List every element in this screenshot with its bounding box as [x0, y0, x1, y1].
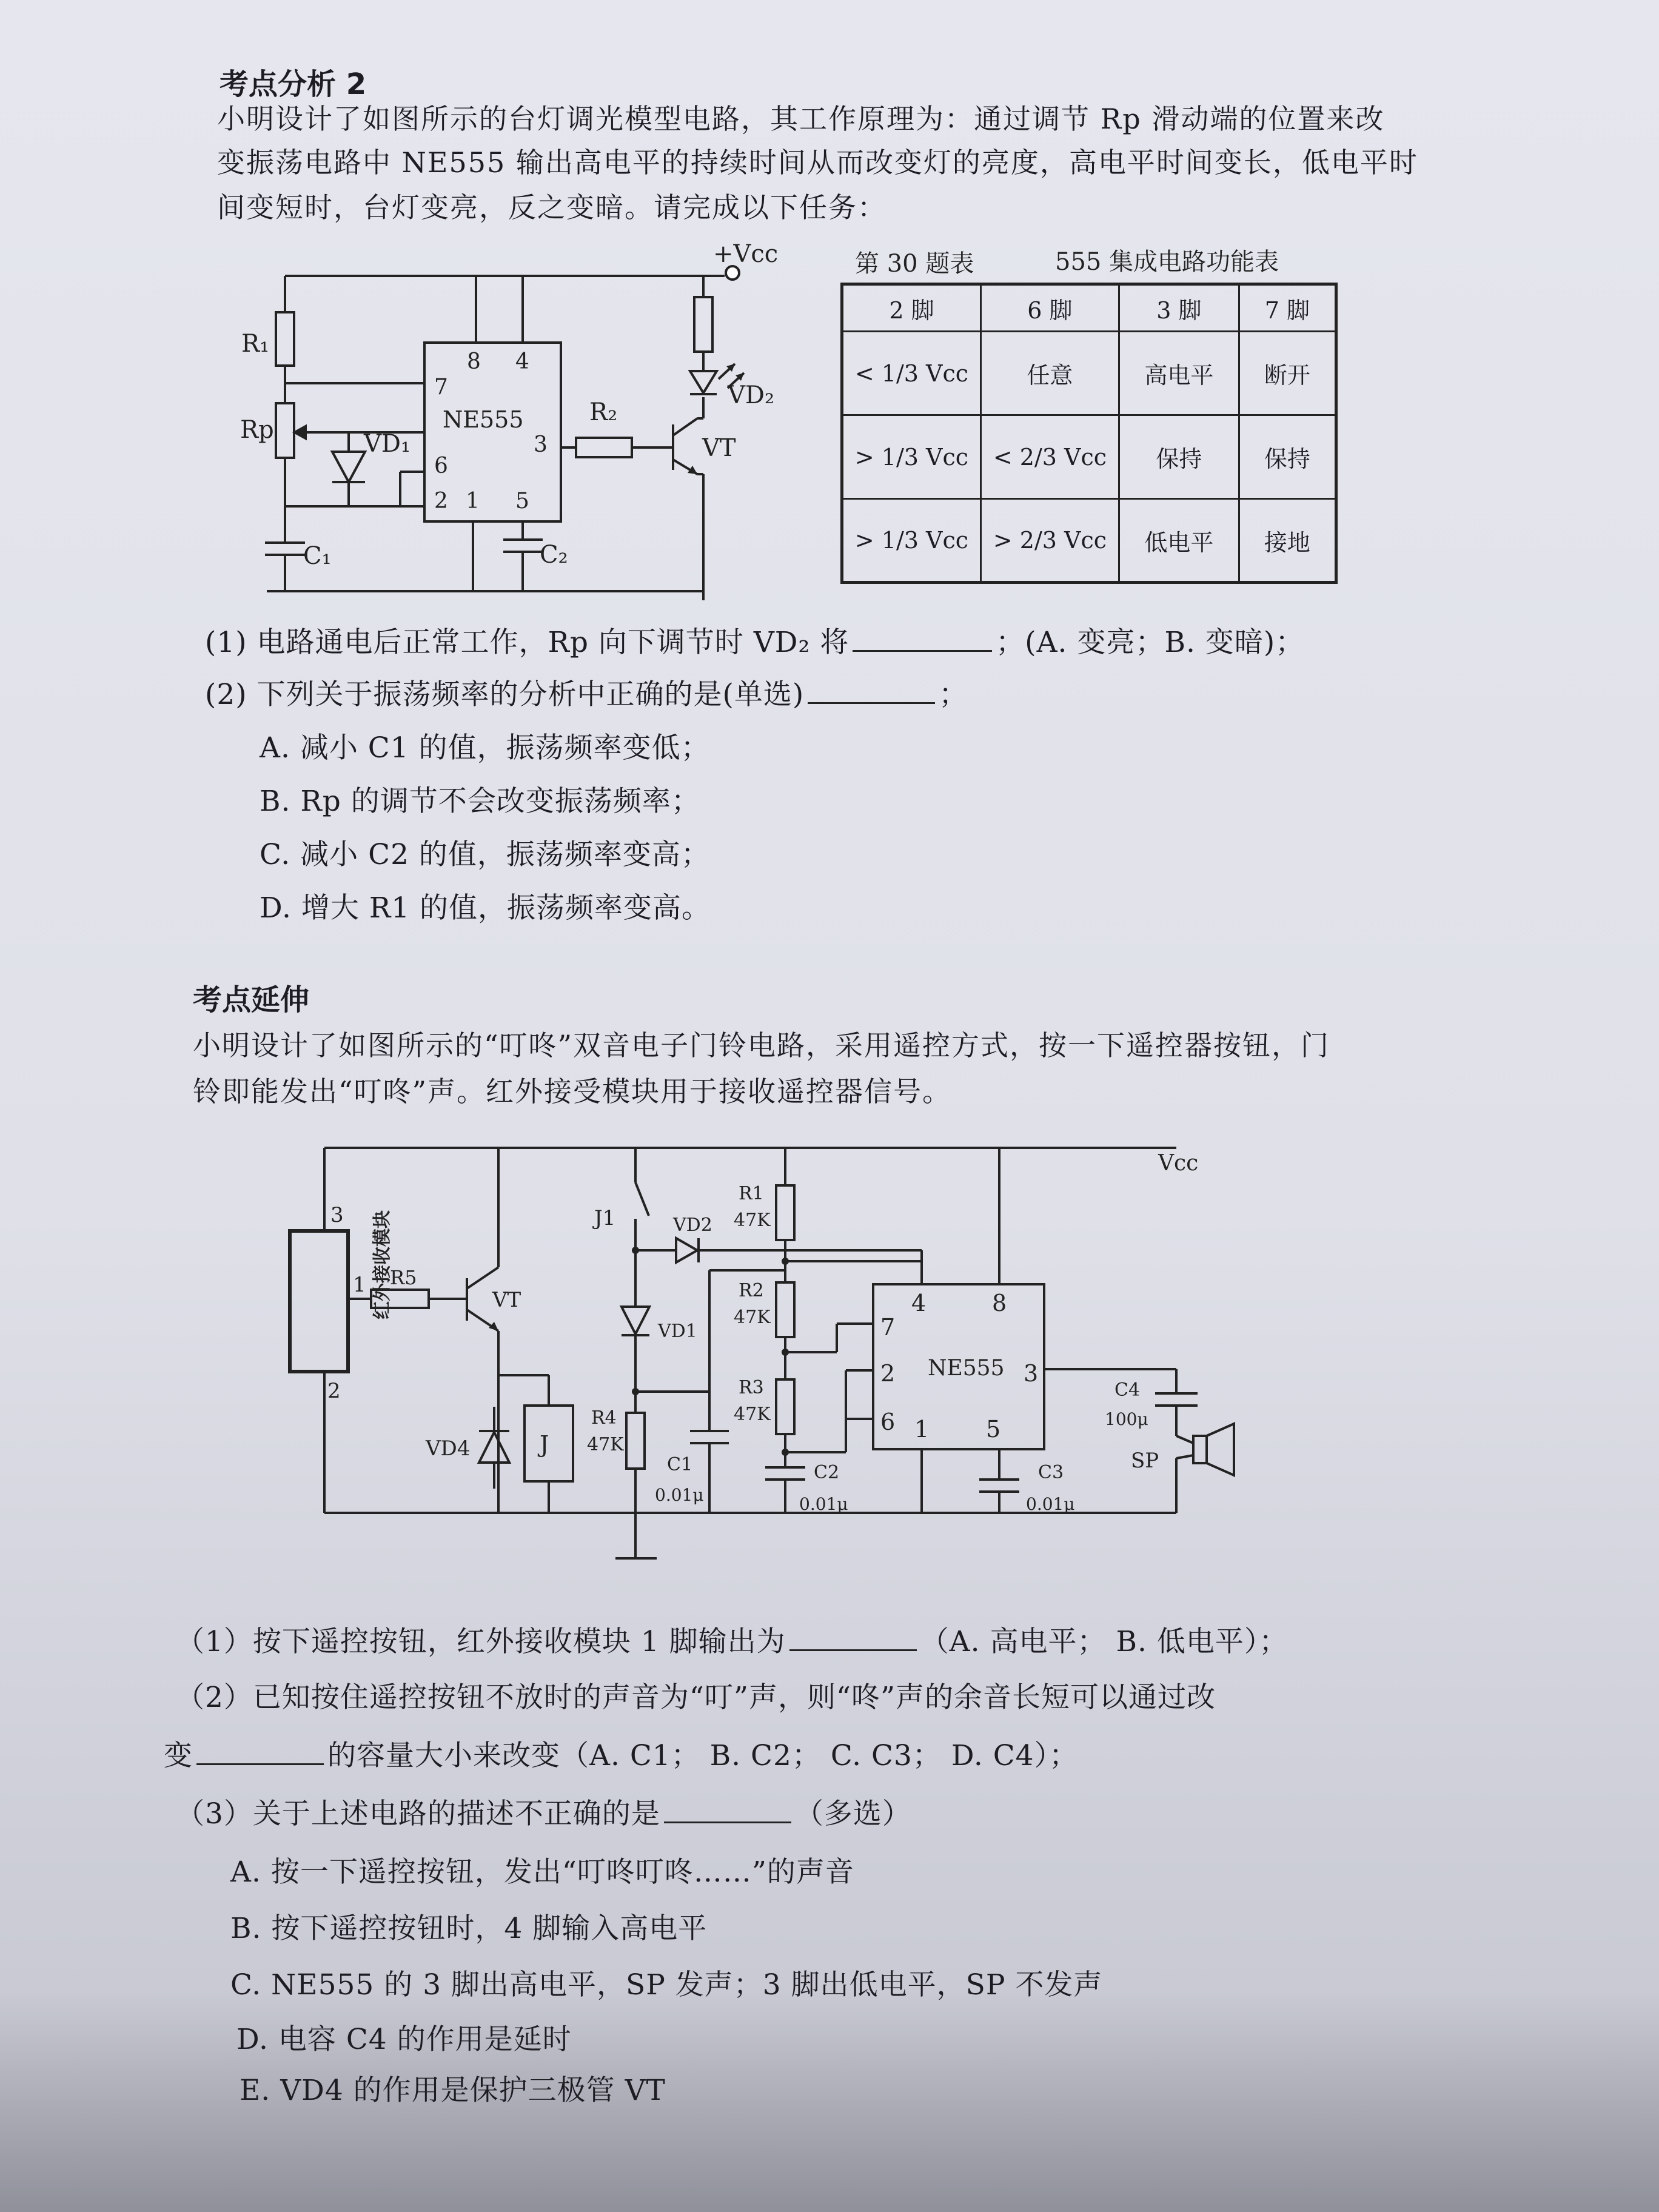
c1-pin1: 1 — [466, 489, 480, 514]
c1-vt-label: VT — [702, 434, 736, 462]
c2-r1-label: R1 — [739, 1183, 764, 1204]
table-cell: 低电平 — [1119, 499, 1239, 583]
table-title-left: 第 30 题表 — [855, 250, 974, 278]
c2-pin1: 1 — [914, 1416, 930, 1443]
table-cell: 保持 — [1239, 415, 1336, 499]
c2-module-label: 红外接收模块 — [372, 1210, 393, 1319]
s2-question-3 — [176, 1791, 911, 1832]
c2-pin3: 3 — [1024, 1360, 1039, 1387]
c2-pin7: 7 — [880, 1314, 896, 1341]
c1-pin5: 5 — [515, 489, 529, 514]
s1-option-c: C. 减小 C2 的值，振荡频率变高； — [260, 838, 710, 871]
table-cell: 任意 — [980, 332, 1119, 415]
section1-heading: 考点分析 2 — [220, 67, 367, 101]
s1-option-d: D. 增大 R1 的值，振荡频率变高。 — [260, 891, 711, 925]
c2-r1-value: 47K — [734, 1210, 771, 1231]
section1-intro-line3: 间变短时，台灯变亮，反之变暗。请完成以下任务： — [217, 191, 886, 224]
c1-r2-label: R₂ — [589, 398, 618, 426]
c1-pin6: 6 — [434, 454, 448, 478]
s1-option-b: B. Rp 的调节不会改变振荡频率； — [260, 785, 700, 818]
c2-c1-label: C1 — [667, 1454, 693, 1475]
c2-c4-label: C4 — [1114, 1379, 1141, 1401]
c2-pin2: 2 — [880, 1360, 896, 1387]
s2-option-b: B. 按下遥控按钮时，4 脚输入高电平 — [230, 1912, 708, 1945]
s2-q1-choices: （A. 高电平； B. 低电平）； — [920, 1625, 1289, 1658]
c2-pin8: 8 — [992, 1290, 1007, 1316]
c2-pin4: 4 — [911, 1290, 927, 1316]
c2-r3-label: R3 — [739, 1377, 764, 1398]
table-cell: 接地 — [1239, 499, 1336, 583]
s2-option-e: E. VD4 的作用是保护三极管 VT — [240, 2074, 666, 2107]
c1-pin4: 4 — [515, 349, 529, 374]
c2-c1-value: 0.01μ — [655, 1485, 704, 1505]
c1-vd1-label: VD₁ — [364, 430, 411, 458]
s1-q2-text: (2) 下列关于振荡频率的分析中正确的是(单选) — [205, 678, 805, 711]
c2-r2-value: 47K — [734, 1307, 771, 1328]
c2-ic-label: NE555 — [928, 1356, 1005, 1381]
s2-q3-text: （3）关于上述电路的描述不正确的是 — [176, 1797, 660, 1831]
c2-r4-label: R4 — [591, 1407, 617, 1429]
c2-j-label: J — [540, 1431, 549, 1458]
c1-r1-label: R₁ — [241, 330, 270, 358]
c1-pin2: 2 — [434, 489, 448, 514]
c1-pin7: 7 — [434, 375, 448, 400]
c2-r3-value: 47K — [734, 1404, 771, 1425]
s2-q3-blank[interactable] — [664, 1797, 791, 1823]
c2-r4-value: 47K — [587, 1434, 624, 1455]
s2-q1-blank[interactable] — [789, 1625, 917, 1651]
s1-q1-text: (1) 电路通电后正常工作，Rp 向下调节时 VD₂ 将 — [205, 626, 850, 659]
c2-module-pin3: 3 — [330, 1203, 344, 1227]
table-cell: > 1/3 Vcc — [842, 499, 981, 583]
c2-c2-label: C2 — [814, 1462, 840, 1483]
c2-module-pin2: 2 — [327, 1379, 341, 1403]
c2-j1-label: J1 — [594, 1206, 616, 1230]
c2-vd2-label: VD2 — [673, 1215, 712, 1236]
table-cell: > 2/3 Vcc — [980, 499, 1119, 583]
table-header-cell: 6 脚 — [980, 284, 1119, 332]
c2-c3-value: 0.01μ — [1026, 1494, 1075, 1514]
s2-q2-choices: 的容量大小来改变（A. C1； B. C2； C. C3； D. C4）； — [327, 1739, 1079, 1772]
table-cell: 断开 — [1239, 332, 1336, 415]
c2-c4-value: 100μ — [1105, 1409, 1148, 1429]
s2-question-2-line2 — [164, 1733, 1078, 1774]
s2-q2-blank[interactable] — [196, 1739, 324, 1765]
c1-rp-label: Rp — [240, 416, 274, 444]
s1-q2-end: ； — [939, 678, 968, 711]
table-header-cell: 3 脚 — [1119, 284, 1239, 332]
section1-intro-line2: 变振荡电路中 NE555 输出高电平的持续时间从而改变灯的亮度，高电平时间变长，低电平时 — [217, 146, 1418, 179]
c2-sp-label: SP — [1131, 1449, 1159, 1473]
table-header-cell: 2 脚 — [842, 284, 981, 332]
s2-option-d: D. 电容 C4 的作用是延时 — [236, 2023, 572, 2056]
s2-question-2-line1: （2）已知按住遥控按钮不放时的声音为“叮”声，则“咚”声的余音长短可以通过改 — [176, 1681, 1216, 1714]
c1-pin8: 8 — [467, 349, 481, 374]
s2-option-c: C. NE555 的 3 脚出高电平，SP 发声；3 脚出低电平，SP 不发声 — [230, 1968, 1103, 2002]
c1-c1-label: C₁ — [303, 542, 332, 570]
c2-pin5: 5 — [986, 1416, 1001, 1443]
c2-vd4-label: VD4 — [426, 1436, 471, 1461]
c2-module-pin1: 1 — [353, 1273, 366, 1297]
c1-ic-label: NE555 — [443, 406, 524, 433]
s2-question-1 — [176, 1619, 1288, 1660]
table-cell: 保持 — [1119, 415, 1239, 499]
table-cell: 高电平 — [1119, 332, 1239, 415]
c2-c2-value: 0.01μ — [799, 1494, 848, 1514]
table-cell: > 1/3 Vcc — [842, 415, 981, 499]
s2-q2-text: 变 — [164, 1739, 193, 1772]
s2-option-a: A. 按一下遥控按钮，发出“叮咚叮咚……”的声音 — [230, 1855, 854, 1889]
section2-intro-line2: 铃即能发出“叮咚”声。红外接受模块用于接收遥控器信号。 — [193, 1075, 952, 1108]
c1-vd2-label: VD₂ — [728, 381, 774, 409]
table-cell: < 1/3 Vcc — [842, 332, 981, 415]
c2-r2-label: R2 — [739, 1280, 764, 1301]
table-title-right: 555 集成电路功能表 — [1055, 248, 1279, 276]
s2-q1-text: （1）按下遥控按钮，红外接收模块 1 脚输出为 — [176, 1625, 786, 1658]
c1-pin3: 3 — [534, 432, 548, 457]
section2-intro-line1: 小明设计了如图所示的“叮咚”双音电子门铃电路，采用遥控方式，按一下遥控器按钮，门 — [193, 1029, 1330, 1062]
section1-intro-line1: 小明设计了如图所示的台灯调光模型电路，其工作原理为：通过调节 Rp 滑动端的位置来改 — [217, 102, 1385, 135]
c2-vd1-label: VD1 — [658, 1321, 697, 1342]
s1-q1-choices: ；(A. 变亮；B. 变暗)； — [996, 626, 1305, 659]
c2-vt-label: VT — [492, 1288, 521, 1312]
table-header-cell: 7 脚 — [1239, 284, 1336, 332]
c2-c3-label: C3 — [1038, 1462, 1064, 1483]
c2-pin6: 6 — [880, 1409, 896, 1435]
c1-c2-label: C₂ — [540, 541, 568, 569]
c2-vcc-label: Vcc — [1158, 1151, 1199, 1176]
c1-vcc-label: +Vcc — [713, 240, 779, 268]
table-cell: < 2/3 Vcc — [980, 415, 1119, 499]
s2-q3-note: （多选） — [794, 1797, 911, 1831]
section2-heading: 考点延伸 — [193, 983, 310, 1017]
s1-option-a: A. 减小 C1 的值，振荡频率变低； — [260, 731, 710, 765]
c2-r5-label: R5 — [390, 1266, 417, 1289]
